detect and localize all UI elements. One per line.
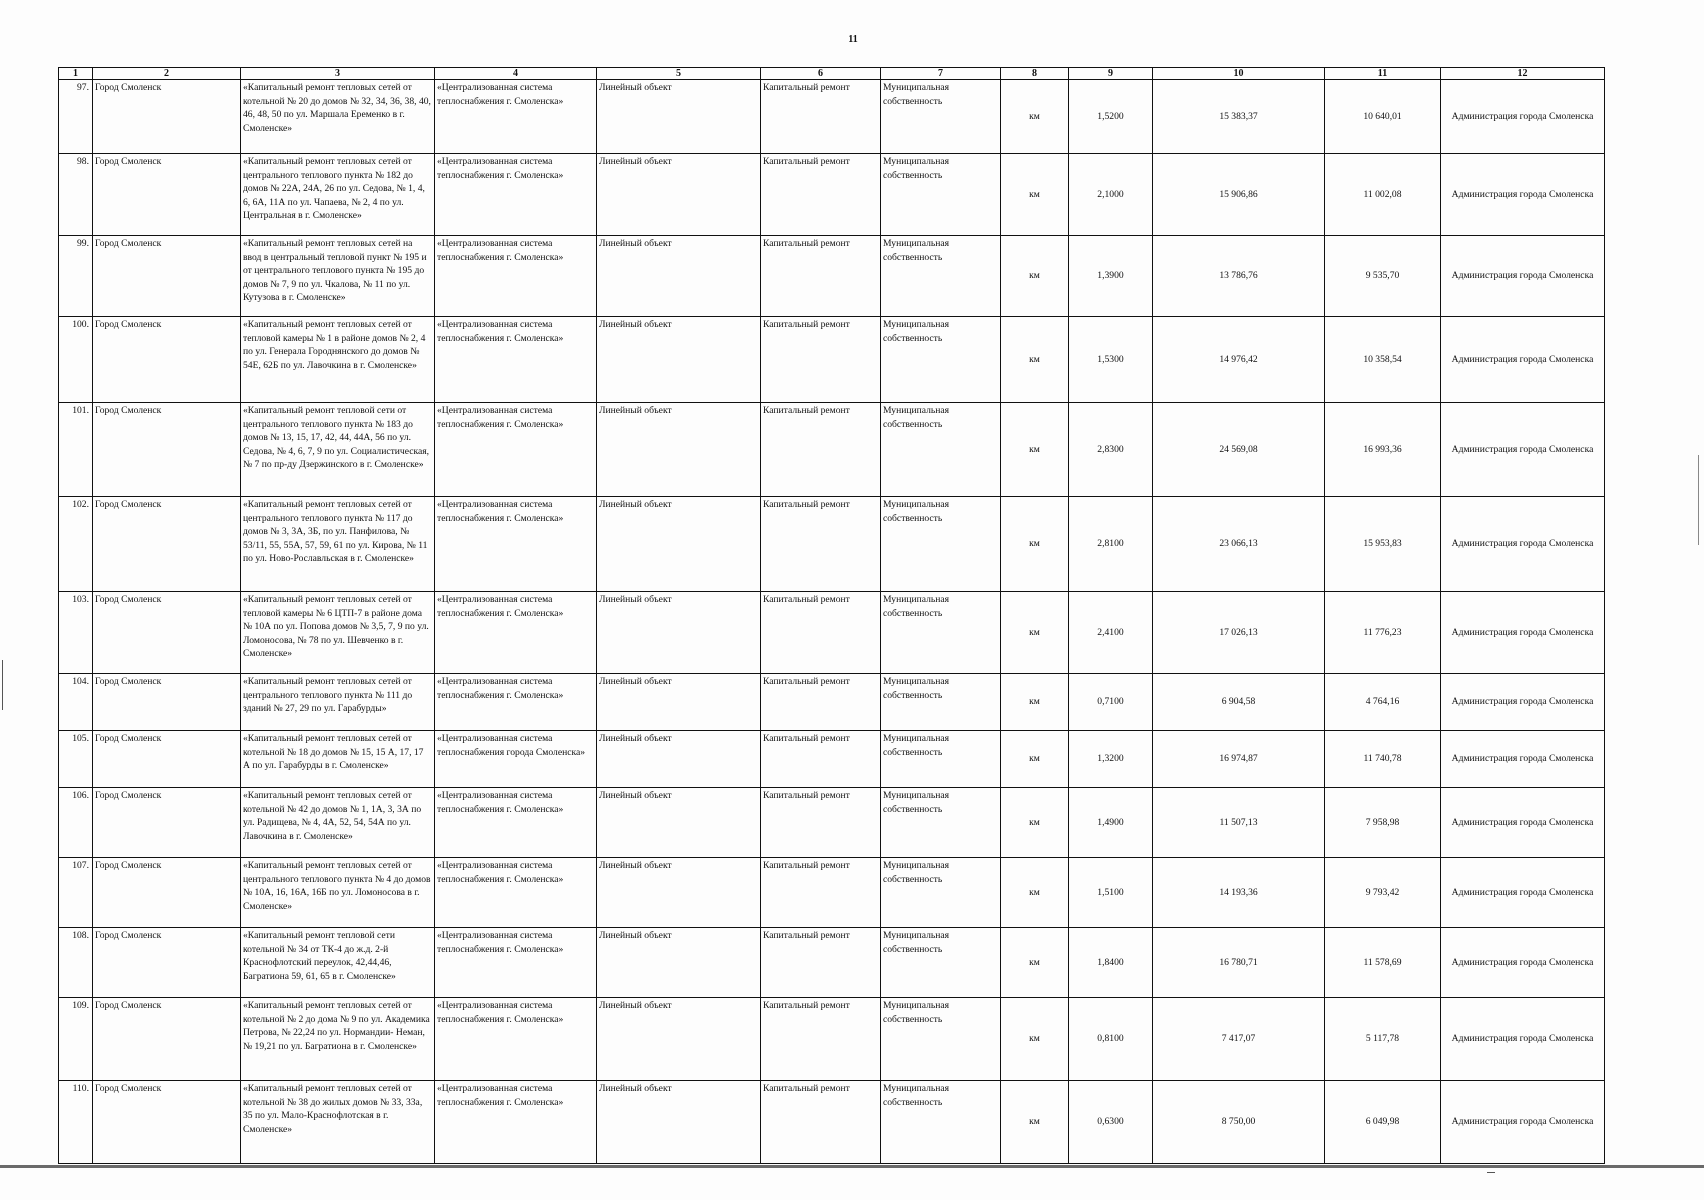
cost-share-cell: 5 117,78 <box>1325 998 1441 1081</box>
organization-cell: Администрация города Смоленска <box>1441 674 1605 731</box>
scan-mark <box>2 660 3 710</box>
row-number: 107. <box>59 858 93 928</box>
work-type-cell: Капитальный ремонт <box>761 403 881 497</box>
cost-share-cell: 9 535,70 <box>1325 236 1441 317</box>
object-type-cell: Линейный объект <box>597 80 761 154</box>
cost-cell: 11 507,13 <box>1153 788 1325 858</box>
object-type-cell: Линейный объект <box>597 928 761 998</box>
col-header: 9 <box>1069 68 1153 80</box>
city-cell: Город Смоленск <box>93 731 241 788</box>
system-cell: «Централизованная система теплоснабжения г. Смоленска» <box>435 236 597 317</box>
city-cell: Город Смоленск <box>93 674 241 731</box>
length-cell: 2,4100 <box>1069 592 1153 674</box>
cost-share-cell: 4 764,16 <box>1325 674 1441 731</box>
col-header: 11 <box>1325 68 1441 80</box>
object-type-cell: Линейный объект <box>597 858 761 928</box>
col-header: 5 <box>597 68 761 80</box>
ownership-cell: Муниципальная собственность <box>881 998 1001 1081</box>
cost-cell: 16 974,87 <box>1153 731 1325 788</box>
work-type-cell: Капитальный ремонт <box>761 317 881 403</box>
cost-share-cell: 16 993,36 <box>1325 403 1441 497</box>
row-number: 104. <box>59 674 93 731</box>
cost-cell: 16 780,71 <box>1153 928 1325 998</box>
table-row <box>59 928 1605 998</box>
table-row <box>59 236 1605 317</box>
city-cell: Город Смоленск <box>93 858 241 928</box>
table-row <box>59 317 1605 403</box>
work-description-cell: «Капитальный ремонт тепловых сетей от центрального теплового пункта № 111 до зданий № 27, 29 по ул. Гарабурды» <box>241 674 435 731</box>
cost-share-cell: 9 793,42 <box>1325 858 1441 928</box>
organization-cell: Администрация города Смоленска <box>1441 80 1605 154</box>
cost-cell: 17 026,13 <box>1153 592 1325 674</box>
object-type-cell: Линейный объект <box>597 403 761 497</box>
work-type-cell: Капитальный ремонт <box>761 592 881 674</box>
system-cell: «Централизованная система теплоснабжения г. Смоленска» <box>435 317 597 403</box>
row-number: 106. <box>59 788 93 858</box>
row-number: 98. <box>59 154 93 236</box>
work-description-cell: «Капитальный ремонт тепловых сетей от котельной № 20 до домов № 32, 34, 36, 38, 40, 46, 48, 50 по ул. Маршала Еременко в г. Смоленске» <box>241 80 435 154</box>
unit-cell: км <box>1001 998 1069 1081</box>
col-header: 1 <box>59 68 93 80</box>
cost-share-cell: 11 002,08 <box>1325 154 1441 236</box>
object-type-cell: Линейный объект <box>597 998 761 1081</box>
organization-cell: Администрация города Смоленска <box>1441 998 1605 1081</box>
organization-cell: Администрация города Смоленска <box>1441 154 1605 236</box>
col-header: 3 <box>241 68 435 80</box>
table-row <box>59 497 1605 592</box>
unit-cell: км <box>1001 858 1069 928</box>
cost-share-cell: 7 958,98 <box>1325 788 1441 858</box>
system-cell: «Централизованная система теплоснабжения города Смоленска» <box>435 731 597 788</box>
length-cell: 2,8100 <box>1069 497 1153 592</box>
length-cell: 0,6300 <box>1069 1081 1153 1164</box>
cost-cell: 24 569,08 <box>1153 403 1325 497</box>
work-type-cell: Капитальный ремонт <box>761 928 881 998</box>
length-cell: 1,5100 <box>1069 858 1153 928</box>
work-description-cell: «Капитальный ремонт тепловых сетей на ввод в центральный тепловой пункт № 195 и от центрального теплового пункта № 195 до домов № 7, 9 по ул. Чкалова, № 11 по ул. Кутузова в г. Смоленске» <box>241 236 435 317</box>
row-number: 105. <box>59 731 93 788</box>
cost-cell: 7 417,07 <box>1153 998 1325 1081</box>
col-header: 12 <box>1441 68 1605 80</box>
city-cell: Город Смоленск <box>93 998 241 1081</box>
organization-cell: Администрация города Смоленска <box>1441 497 1605 592</box>
length-cell: 1,3900 <box>1069 236 1153 317</box>
organization-cell: Администрация города Смоленска <box>1441 317 1605 403</box>
ownership-cell: Муниципальная собственность <box>881 236 1001 317</box>
table-row <box>59 731 1605 788</box>
length-cell: 1,5200 <box>1069 80 1153 154</box>
col-header: 10 <box>1153 68 1325 80</box>
ownership-cell: Муниципальная собственность <box>881 592 1001 674</box>
length-cell: 1,5300 <box>1069 317 1153 403</box>
ownership-cell: Муниципальная собственность <box>881 858 1001 928</box>
unit-cell: км <box>1001 1081 1069 1164</box>
organization-cell: Администрация города Смоленска <box>1441 592 1605 674</box>
cost-cell: 14 193,36 <box>1153 858 1325 928</box>
organization-cell: Администрация города Смоленска <box>1441 731 1605 788</box>
work-description-cell: «Капитальный ремонт тепловых сетей от котельной № 42 до домов № 1, 1А, 3, 3А по ул. Радищева, № 4, 4А, 52, 54, 54А по ул. Лавочкина в г. Смоленске» <box>241 788 435 858</box>
city-cell: Город Смоленск <box>93 592 241 674</box>
work-type-cell: Капитальный ремонт <box>761 497 881 592</box>
unit-cell: км <box>1001 403 1069 497</box>
object-type-cell: Линейный объект <box>597 674 761 731</box>
cost-cell: 8 750,00 <box>1153 1081 1325 1164</box>
object-type-cell: Линейный объект <box>597 317 761 403</box>
cost-cell: 13 786,76 <box>1153 236 1325 317</box>
city-cell: Город Смоленск <box>93 80 241 154</box>
system-cell: «Централизованная система теплоснабжения г. Смоленска» <box>435 80 597 154</box>
system-cell: «Централизованная система теплоснабжения г. Смоленска» <box>435 592 597 674</box>
scan-border <box>0 1165 1704 1168</box>
work-description-cell: «Капитальный ремонт тепловой сети от центрального теплового пункта № 183 до домов № 13, 15, 17, 42, 44, 44А, 56 по ул. Седова, № 4, 6, 7, 9 по ул. Социалистическая, № 7 по пр-ду Дзержинского в г. Смоленске» <box>241 403 435 497</box>
organization-cell: Администрация города Смоленска <box>1441 788 1605 858</box>
organization-cell: Администрация города Смоленска <box>1441 928 1605 998</box>
table-row <box>59 674 1605 731</box>
city-cell: Город Смоленск <box>93 154 241 236</box>
table-row <box>59 998 1605 1081</box>
length-cell: 1,4900 <box>1069 788 1153 858</box>
cost-cell: 14 976,42 <box>1153 317 1325 403</box>
table-row <box>59 403 1605 497</box>
ownership-cell: Муниципальная собственность <box>881 80 1001 154</box>
cost-share-cell: 6 049,98 <box>1325 1081 1441 1164</box>
table-row <box>59 80 1605 154</box>
ownership-cell: Муниципальная собственность <box>881 1081 1001 1164</box>
row-number: 99. <box>59 236 93 317</box>
system-cell: «Централизованная система теплоснабжения г. Смоленска» <box>435 497 597 592</box>
work-type-cell: Капитальный ремонт <box>761 236 881 317</box>
work-type-cell: Капитальный ремонт <box>761 998 881 1081</box>
unit-cell: км <box>1001 592 1069 674</box>
object-type-cell: Линейный объект <box>597 236 761 317</box>
unit-cell: км <box>1001 497 1069 592</box>
cost-cell: 15 383,37 <box>1153 80 1325 154</box>
length-cell: 2,1000 <box>1069 154 1153 236</box>
object-type-cell: Линейный объект <box>597 497 761 592</box>
work-description-cell: «Капитальный ремонт тепловых сетей от тепловой камеры № 6 ЦТП-7 в районе дома № 10А по ул. Попова домов № 3,5, 7, 9 по ул. Ломоносова, № 78 по ул. Шевченко в г. Смоленске» <box>241 592 435 674</box>
city-cell: Город Смоленск <box>93 317 241 403</box>
city-cell: Город Смоленск <box>93 788 241 858</box>
organization-cell: Администрация города Смоленска <box>1441 403 1605 497</box>
row-number: 100. <box>59 317 93 403</box>
length-cell: 0,7100 <box>1069 674 1153 731</box>
object-type-cell: Линейный объект <box>597 154 761 236</box>
organization-cell: Администрация города Смоленска <box>1441 1081 1605 1164</box>
city-cell: Город Смоленск <box>93 497 241 592</box>
object-type-cell: Линейный объект <box>597 592 761 674</box>
row-number: 103. <box>59 592 93 674</box>
table-row <box>59 592 1605 674</box>
header-row <box>59 68 1605 80</box>
object-type-cell: Линейный объект <box>597 731 761 788</box>
organization-cell: Администрация города Смоленска <box>1441 236 1605 317</box>
length-cell: 2,8300 <box>1069 403 1153 497</box>
object-type-cell: Линейный объект <box>597 788 761 858</box>
ownership-cell: Муниципальная собственность <box>881 674 1001 731</box>
ownership-cell: Муниципальная собственность <box>881 317 1001 403</box>
cost-cell: 6 904,58 <box>1153 674 1325 731</box>
row-number: 109. <box>59 998 93 1081</box>
city-cell: Город Смоленск <box>93 928 241 998</box>
system-cell: «Централизованная система теплоснабжения г. Смоленска» <box>435 928 597 998</box>
unit-cell: км <box>1001 674 1069 731</box>
work-type-cell: Капитальный ремонт <box>761 674 881 731</box>
ownership-cell: Муниципальная собственность <box>881 497 1001 592</box>
table-row <box>59 1081 1605 1164</box>
work-type-cell: Капитальный ремонт <box>761 788 881 858</box>
work-description-cell: «Капитальный ремонт тепловых сетей от центрального теплового пункта № 182 до домов № 22А, 24А, 26 по ул. Седова, № 1, 4, 6, 6А, 11А по ул. Чапаева, № 2, 4 по ул. Центральная в г. Смоленске» <box>241 154 435 236</box>
col-header: 7 <box>881 68 1001 80</box>
system-cell: «Централизованная система теплоснабжения г. Смоленска» <box>435 1081 597 1164</box>
col-header: 6 <box>761 68 881 80</box>
object-type-cell: Линейный объект <box>597 1081 761 1164</box>
cost-share-cell: 15 953,83 <box>1325 497 1441 592</box>
table-row <box>59 858 1605 928</box>
city-cell: Город Смоленск <box>93 1081 241 1164</box>
col-header: 8 <box>1001 68 1069 80</box>
work-description-cell: «Капитальный ремонт тепловых сетей от тепловой камеры № 1 в районе домов № 2, 4 по ул. Генерала Городнянского до домов № 54Е, 62Б по ул. Лавочкина в г. Смоленске» <box>241 317 435 403</box>
length-cell: 0,8100 <box>1069 998 1153 1081</box>
system-cell: «Централизованная система теплоснабжения г. Смоленска» <box>435 788 597 858</box>
work-description-cell: «Капитальный ремонт тепловых сетей от котельной № 18 до домов № 15, 15 А, 17, 17 А по ул. Гарабурды в г. Смоленске» <box>241 731 435 788</box>
work-description-cell: «Капитальный ремонт тепловых сетей от котельной № 38 до жилых домов № 33, 33а, 35 по ул. Мало-Краснофлотская в г. Смоленске» <box>241 1081 435 1164</box>
row-number: 108. <box>59 928 93 998</box>
unit-cell: км <box>1001 788 1069 858</box>
work-type-cell: Капитальный ремонт <box>761 154 881 236</box>
row-number: 110. <box>59 1081 93 1164</box>
row-number: 101. <box>59 403 93 497</box>
scan-mark <box>1698 455 1699 545</box>
cost-cell: 23 066,13 <box>1153 497 1325 592</box>
work-type-cell: Капитальный ремонт <box>761 1081 881 1164</box>
ownership-cell: Муниципальная собственность <box>881 788 1001 858</box>
length-cell: 1,8400 <box>1069 928 1153 998</box>
work-description-cell: «Капитальный ремонт тепловых сетей от центрального теплового пункта № 4 до домов № 10А, 16, 16А, 16Б по ул. Ломоносова в г. Смоленске» <box>241 858 435 928</box>
ownership-cell: Муниципальная собственность <box>881 154 1001 236</box>
ownership-cell: Муниципальная собственность <box>881 928 1001 998</box>
work-type-cell: Капитальный ремонт <box>761 858 881 928</box>
table-row <box>59 788 1605 858</box>
system-cell: «Централизованная система теплоснабжения г. Смоленска» <box>435 674 597 731</box>
cost-share-cell: 11 740,78 <box>1325 731 1441 788</box>
row-number: 97. <box>59 80 93 154</box>
unit-cell: км <box>1001 928 1069 998</box>
row-number: 102. <box>59 497 93 592</box>
unit-cell: км <box>1001 80 1069 154</box>
organization-cell: Администрация города Смоленска <box>1441 858 1605 928</box>
work-type-cell: Капитальный ремонт <box>761 731 881 788</box>
work-description-cell: «Капитальный ремонт тепловой сети котельной № 34 от ТК-4 до ж.д. 2-й Краснофлотский переулок, 42,44,46, Багратиона 59, 61, 65 в г. Смоленске» <box>241 928 435 998</box>
system-cell: «Централизованная система теплоснабжения г. Смоленска» <box>435 403 597 497</box>
work-description-cell: «Капитальный ремонт тепловых сетей от котельной № 2 до дома № 9 по ул. Академика Петрова, № 22,24 по ул. Нормандии- Неман, № 19,21 по ул. Багратиона в г. Смоленске» <box>241 998 435 1081</box>
work-type-cell: Капитальный ремонт <box>761 80 881 154</box>
unit-cell: км <box>1001 731 1069 788</box>
cost-share-cell: 10 640,01 <box>1325 80 1441 154</box>
cost-share-cell: 11 776,23 <box>1325 592 1441 674</box>
ownership-cell: Муниципальная собственность <box>881 731 1001 788</box>
cost-share-cell: 11 578,69 <box>1325 928 1441 998</box>
length-cell: 1,3200 <box>1069 731 1153 788</box>
system-cell: «Централизованная система теплоснабжения г. Смоленска» <box>435 998 597 1081</box>
col-header: 4 <box>435 68 597 80</box>
table-row <box>59 154 1605 236</box>
city-cell: Город Смоленск <box>93 236 241 317</box>
system-cell: «Централизованная система теплоснабжения г. Смоленска» <box>435 154 597 236</box>
city-cell: Город Смоленск <box>93 403 241 497</box>
register-table <box>58 67 1605 1164</box>
work-description-cell: «Капитальный ремонт тепловых сетей от центрального теплового пункта № 117 до домов № 3, 3А, 3Б, по ул. Панфилова, № 53/11, 55, 55А, 57, 59, 61 по ул. Кирова, № 11 по ул. Ново-Рославльская в г. Смоленске» <box>241 497 435 592</box>
page-number: 11 <box>848 34 858 45</box>
ownership-cell: Муниципальная собственность <box>881 403 1001 497</box>
col-header: 2 <box>93 68 241 80</box>
system-cell: «Централизованная система теплоснабжения г. Смоленска» <box>435 858 597 928</box>
cost-share-cell: 10 358,54 <box>1325 317 1441 403</box>
unit-cell: км <box>1001 236 1069 317</box>
scan-mark <box>1487 1172 1495 1173</box>
unit-cell: км <box>1001 317 1069 403</box>
cost-cell: 15 906,86 <box>1153 154 1325 236</box>
unit-cell: км <box>1001 154 1069 236</box>
